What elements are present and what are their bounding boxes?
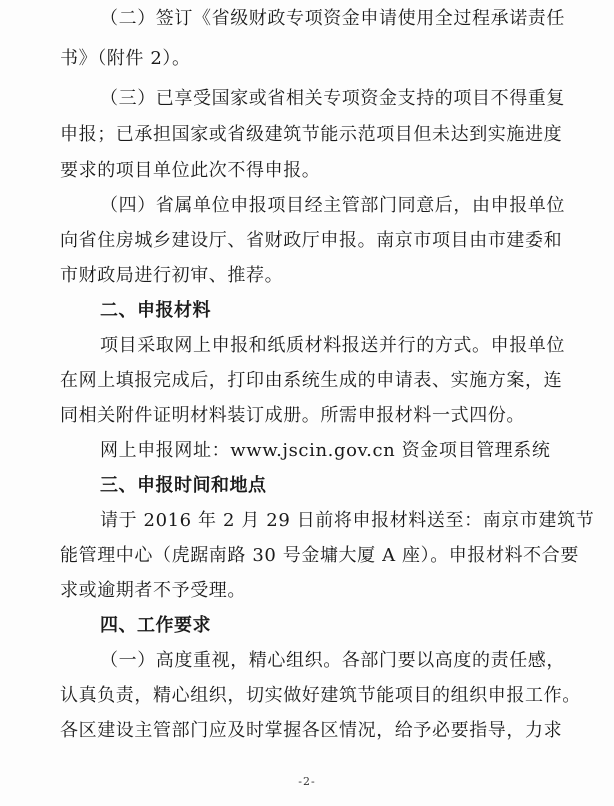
section-heading-time-place: 三、申报时间和地点 (100, 475, 267, 496)
time-place-line-3: 求或逾期者不予受理。 (60, 580, 246, 601)
requirements-line-2: 认真负责，精心组织，切实做好建筑节能项目的组织申报工作。 (60, 685, 581, 706)
para-2-line-1: （二）签订《省级财政专项资金申请使用全过程承诺责任 (100, 8, 565, 29)
requirements-line-1: （一）高度重视，精心组织。各部门要以高度的责任感， (100, 650, 565, 671)
requirements-line-3: 各区建设主管部门应及时掌握各区情况，给予必要指导，力求 (60, 720, 563, 741)
para-3-line-2: 申报；已承担国家或省级建筑节能示范项目但未达到实施进度 (60, 124, 563, 145)
materials-website-line: 网上申报网址：www.jscin.gov.cn 资金项目管理系统 (100, 440, 551, 461)
para-3-line-1: （三）已享受国家或省相关专项资金支持的项目不得重复 (100, 88, 565, 109)
para-4-line-2: 向省住房城乡建设厅、省财政厅申报。南京市项目由市建委和 (60, 230, 563, 251)
materials-line-1: 项目采取网上申报和纸质材料报送并行的方式。申报单位 (100, 335, 565, 356)
materials-line-3: 同相关附件证明材料装订成册。所需申报材料一式四份。 (60, 405, 525, 426)
section-heading-requirements: 四、工作要求 (100, 615, 211, 636)
para-3-line-3: 要求的项目单位此次不得申报。 (60, 160, 321, 181)
time-place-line-2: 能管理中心（虎踞南路 30 号金墉大厦 A 座）。申报材料不合要 (60, 545, 579, 566)
para-4-line-1: （四）省属单位申报项目经主管部门同意后，由申报单位 (100, 195, 565, 216)
para-2-line-2: 书》（附件 2）。 (60, 48, 191, 69)
section-heading-materials: 二、申报材料 (100, 300, 211, 321)
para-4-line-3: 市财政局进行初审、推荐。 (60, 265, 284, 286)
materials-line-2: 在网上填报完成后，打印由系统生成的申请表、实施方案，连 (60, 370, 563, 391)
page-number: -2- (298, 775, 316, 788)
time-place-line-1: 请于 2016 年 2 月 29 日前将申报材料送至：南京市建筑节 (100, 510, 595, 531)
